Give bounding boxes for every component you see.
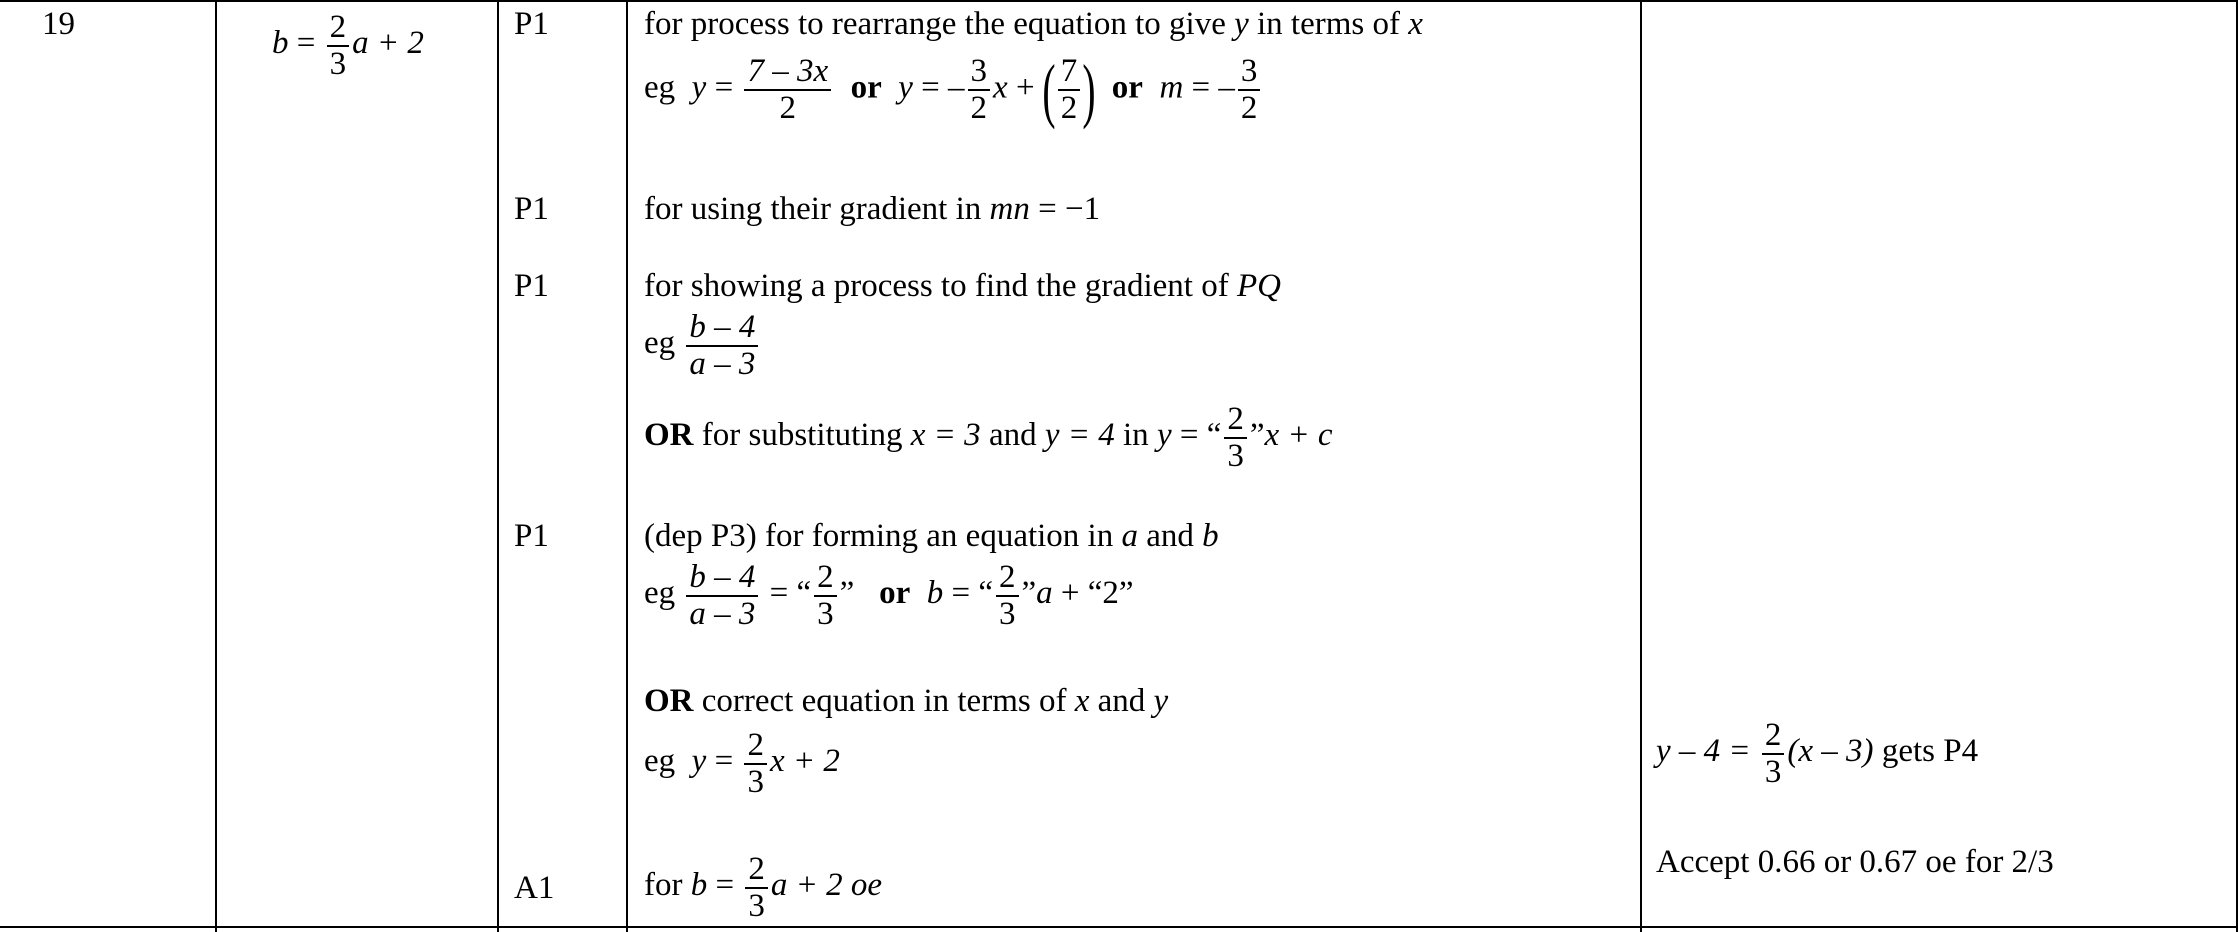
mark-2: P1 bbox=[514, 191, 549, 227]
note-4-or-text: OR correct equation in terms of x and y bbox=[644, 683, 1169, 719]
note-4-text: (dep P3) for forming an equation in a and b bbox=[644, 518, 1219, 554]
answer: b = $\frac{2}{3}$ a + 2 bbox=[272, 9, 424, 82]
mark-4: P1 bbox=[514, 518, 549, 554]
guidance-2: Accept 0.66 or 0.67 oe for 2/3 bbox=[1656, 844, 2054, 880]
note-1-text: for process to rearrange the equation to give y in terms of x bbox=[644, 6, 1423, 42]
mark-5: A1 bbox=[514, 870, 555, 906]
col-divider-3 bbox=[626, 0, 628, 932]
mark-1: P1 bbox=[514, 6, 549, 42]
col-divider-2 bbox=[497, 0, 499, 932]
table-bottom-border bbox=[0, 926, 2238, 928]
note-2-text: for using their gradient in mn = −1 bbox=[644, 191, 1101, 227]
table-top-border bbox=[0, 0, 2238, 2]
question-number: 19 bbox=[42, 6, 75, 42]
note-4-or-example: eg y = $\frac{2}{3}$ x + 2 bbox=[644, 727, 840, 800]
note-4-example: eg $\frac{b - 4}{a - 3}$ = “ $\frac{2}{3}$ ” or b = “ $\frac{2}{3}$ ”a + “2” bbox=[644, 559, 1134, 632]
note-3-text: for showing a process to find the gradient of PQ bbox=[644, 268, 1281, 304]
note-3-example: eg $\frac{b - 4}{a - 3}$ bbox=[644, 310, 761, 381]
note-3-or-text: OR for substituting x = 3 and y = 4 in y = “ $\frac{2}{3}$ ”x + c bbox=[644, 401, 1333, 474]
mark-3: P1 bbox=[514, 268, 549, 304]
guidance-1: y – 4 = $\frac{2}{3}$ (x – 3) gets P4 bbox=[1656, 717, 1979, 790]
col-divider-4 bbox=[1640, 0, 1642, 932]
col-divider-1 bbox=[215, 0, 217, 932]
note-5-text: for b = $\frac{2}{3}$ a + 2 oe bbox=[644, 851, 883, 924]
note-1-example: eg y = $\frac{7 - 3x}{2}$ or y = – $\frac{3}{2}$ x + ( $\frac{7}{2}$ ) or m = – $\frac{3}{2}$ bbox=[644, 54, 1263, 126]
